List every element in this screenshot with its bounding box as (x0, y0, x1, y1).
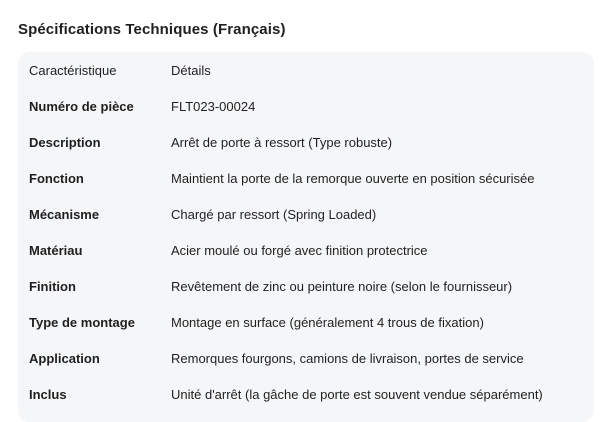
row-value: Remorques fourgons, camions de livraison, portes de service (171, 350, 524, 366)
table-row (18, 232, 594, 268)
row-label: Numéro de pièce (29, 98, 134, 114)
row-label: Mécanisme (29, 206, 100, 222)
table-row (18, 88, 594, 124)
table-body (18, 88, 594, 412)
row-value: Chargé par ressort (Spring Loaded) (171, 206, 377, 222)
row-label: Matériau (29, 242, 83, 258)
row-value: Maintient la porte de la remorque ouverte en position sécurisée (171, 170, 535, 186)
row-label: Finition (29, 278, 76, 294)
specifications-table-container (18, 52, 594, 422)
row-value: Acier moulé ou forgé avec finition protectrice (171, 242, 428, 258)
column-header-characteristic: Caractéristique (29, 62, 117, 78)
table-row (18, 376, 594, 412)
row-value: FLT023-00024 (171, 98, 256, 114)
row-value: Revêtement de zinc ou peinture noire (selon le fournisseur) (171, 278, 513, 294)
section-title: Spécifications Techniques (Français) (18, 21, 286, 38)
table-row (18, 124, 594, 160)
row-label: Inclus (29, 386, 67, 402)
row-label: Type de montage (29, 314, 135, 330)
row-value: Arrêt de porte à ressort (Type robuste) (171, 134, 393, 150)
table-row (18, 196, 594, 232)
table-header-row (18, 52, 594, 88)
row-label: Fonction (29, 170, 84, 186)
specifications-table (18, 52, 594, 412)
row-label: Description (29, 134, 101, 150)
table-row (18, 304, 594, 340)
row-value: Unité d'arrêt (la gâche de porte est souvent vendue séparément) (171, 386, 543, 402)
row-label: Application (29, 350, 100, 366)
row-value: Montage en surface (généralement 4 trous de fixation) (171, 314, 484, 330)
table-header (18, 52, 594, 88)
column-header-details: Détails (171, 62, 211, 78)
table-row (18, 340, 594, 376)
table-row (18, 268, 594, 304)
table-row (18, 160, 594, 196)
